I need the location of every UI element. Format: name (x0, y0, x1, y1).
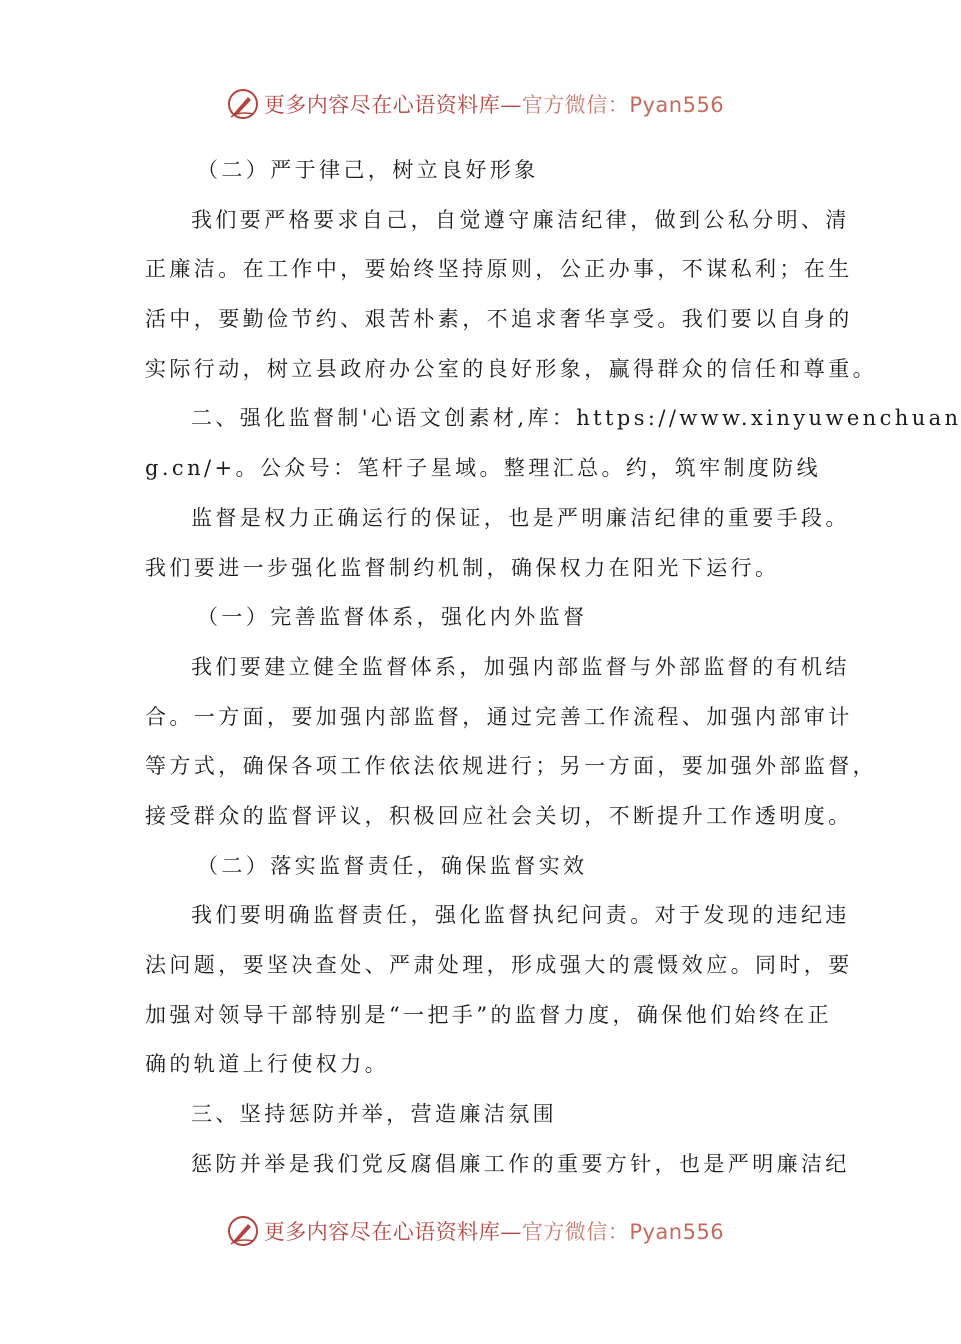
text-line: 等方式，确保各项工作依法依规进行；另一方面，要加强外部监督， (145, 754, 877, 779)
text-line: 正廉洁。在工作中，要始终坚持原则，公正办事，不谋私利；在生 (145, 257, 853, 282)
paragraph (145, 196, 877, 395)
banner-wechat-id: Pyan556 (629, 93, 725, 117)
banner-dash: — (500, 93, 522, 117)
text-line: 实际行动，树立县政府办公室的良好形象，赢得群众的信任和尊重。 (145, 356, 877, 381)
banner-brand: 更多内容尽在心语资料库 (263, 1220, 501, 1244)
paragraph (145, 146, 810, 196)
header-banner (0, 84, 950, 124)
pen-logo-icon (226, 87, 260, 121)
text-line: 三、坚持惩防并举，营造廉洁氛围 (191, 1102, 557, 1127)
banner-text (264, 89, 724, 119)
text-line: 我们要明确监督责任，强化监督执纪问责。对于发现的违纪违 (191, 903, 850, 928)
text-line: 活中，要勤俭节约、艰苦朴素，不追求奢华享受。我们要以自身的 (145, 307, 853, 332)
banner-wechat-label: 官方微信： (521, 1220, 630, 1244)
paragraph (145, 1140, 850, 1190)
banner-wechat-id: Pyan556 (629, 1220, 725, 1244)
paragraph (145, 891, 853, 1090)
paragraph (145, 593, 810, 643)
text-line: （一）完善监督体系，强化内外监督 (197, 605, 588, 630)
text-line: 加强对领导干部特别是“一把手”的监督力度，确保他们始终在正 (145, 1002, 833, 1027)
text-line: 接受群众的监督评议，积极回应社会关切，不断提升工作透明度。 (145, 803, 853, 828)
text-line: （二）严于律己，树立良好形象 (197, 158, 539, 182)
paragraph (145, 643, 877, 842)
document-body (145, 146, 961, 1189)
pen-logo-icon (226, 1214, 260, 1248)
paragraph (145, 494, 850, 593)
banner-text (264, 1216, 724, 1246)
text-line: 二、强化监督制'心语文创素材,库：https://www.xinyuwenchuan (191, 406, 961, 431)
text-line: 我们要进一步强化监督制约机制，确保权力在阳光下运行。 (145, 555, 780, 580)
paragraph (145, 394, 961, 493)
text-line: 我们要建立健全监督体系，加强内部监督与外部监督的有机结 (191, 654, 850, 679)
text-line: 法问题，要坚决查处、严肃处理，形成强大的震慑效应。同时，要 (145, 953, 853, 977)
paragraph (145, 842, 810, 892)
text-line: （二）落实监督责任，确保监督实效 (197, 853, 588, 878)
paragraph (145, 1090, 810, 1140)
banner-brand: 更多内容尽在心语资料库 (263, 93, 501, 117)
text-line: 惩防并举是我们党反腐倡廉工作的重要方针，也是严明廉洁纪 (191, 1151, 850, 1176)
banner-dash: — (500, 1220, 522, 1244)
text-line: 监督是权力正确运行的保证，也是严明廉洁纪律的重要手段。 (191, 505, 850, 530)
banner-wechat-label: 官方微信： (521, 93, 630, 117)
footer-banner (0, 1211, 950, 1251)
text-line: 确的轨道上行使权力。 (145, 1052, 389, 1077)
text-line: 我们要严格要求自己，自觉遵守廉洁纪律，做到公私分明、清 (191, 207, 850, 232)
text-line: 合。一方面，要加强内部监督，通过完善工作流程、加强内部审计 (145, 704, 853, 729)
text-line: g.cn/+。公众号：笔杆子星域。整理汇总。约，筑牢制度防线 (145, 456, 822, 481)
